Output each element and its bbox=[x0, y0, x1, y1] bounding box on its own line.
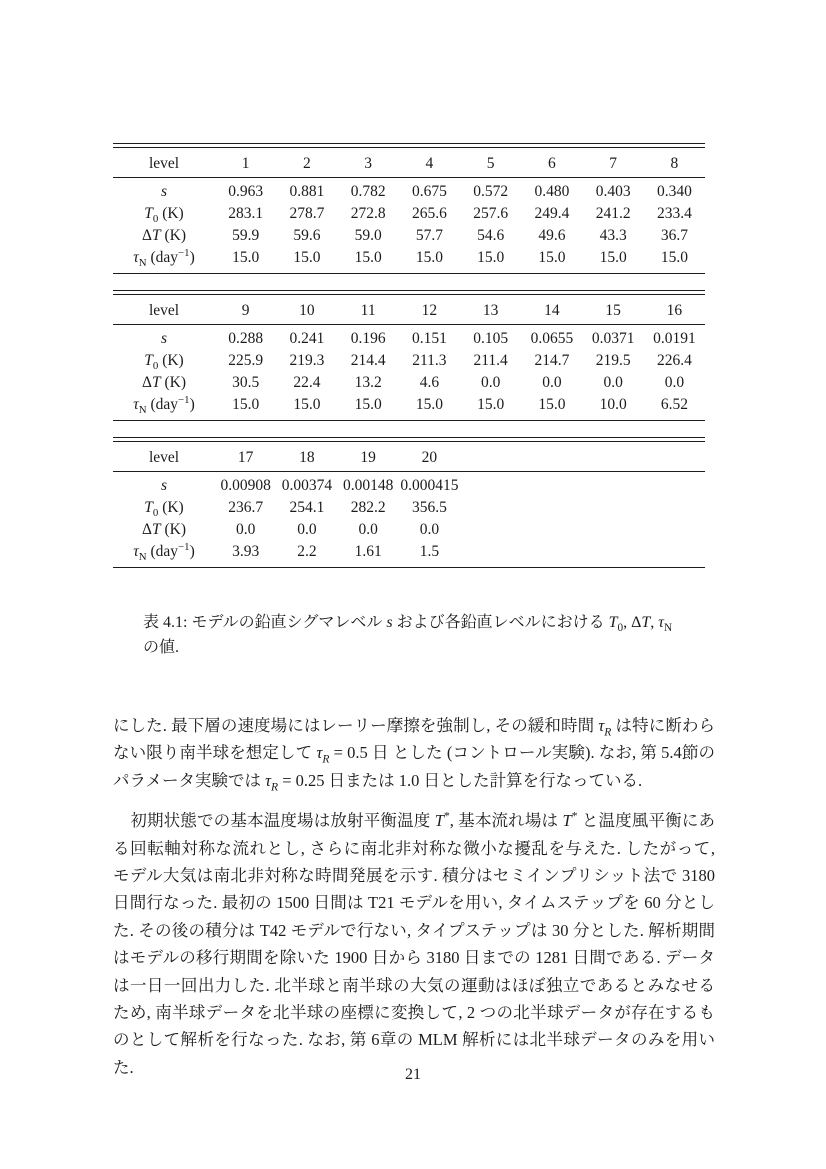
text-segment: 0 bbox=[152, 360, 159, 373]
value-cell: 15.0 bbox=[338, 247, 399, 274]
value-cell bbox=[583, 541, 644, 568]
header-level-cell: 5 bbox=[460, 148, 521, 178]
text-segment: ) bbox=[189, 543, 195, 560]
value-cell: 265.6 bbox=[411, 205, 447, 222]
value-cell: 0.105 bbox=[473, 330, 509, 347]
header-level-cell: 13 bbox=[460, 295, 521, 325]
table-row-s bbox=[113, 472, 705, 498]
value-cell: 0.0 bbox=[542, 374, 562, 391]
row-label-cell bbox=[113, 472, 215, 498]
header-level-cell bbox=[521, 442, 582, 472]
header-level-cell: 12 bbox=[399, 295, 460, 325]
text-segment: τ bbox=[133, 396, 139, 413]
value-cell: 43.3 bbox=[599, 227, 627, 244]
value-cell: 49.6 bbox=[538, 227, 566, 244]
value-cell: 0.241 bbox=[289, 330, 325, 347]
text-segment: Δ bbox=[142, 227, 152, 244]
value-cell: 356.5 bbox=[411, 499, 447, 516]
value-cell: 226.4 bbox=[656, 352, 692, 369]
header-level-cell bbox=[644, 442, 705, 472]
row-label-cell bbox=[113, 178, 215, 204]
text-segment: の値. bbox=[143, 639, 180, 656]
value-cell: 15.0 bbox=[399, 394, 460, 421]
sigma-level-table-9-16 bbox=[113, 295, 705, 421]
value-cell: 59.0 bbox=[354, 227, 382, 244]
paragraph-initial-state bbox=[113, 807, 715, 1081]
value-cell: 15.0 bbox=[215, 394, 276, 421]
text-segment: = 0.25 日または 1.0 日とした計算を行なっている. bbox=[278, 770, 643, 790]
value-cell: 15.0 bbox=[460, 394, 521, 421]
header-level-cell: 9 bbox=[215, 295, 276, 325]
value-cell: 0.151 bbox=[411, 330, 447, 347]
text-segment: τ bbox=[265, 770, 272, 790]
header-level-cell: 6 bbox=[521, 148, 582, 178]
value-cell: 15.0 bbox=[276, 394, 337, 421]
value-cell: 0.0655 bbox=[530, 330, 574, 347]
text-segment: (K) bbox=[160, 521, 186, 538]
value-cell: 15.0 bbox=[399, 247, 460, 274]
text-block bbox=[113, 143, 715, 1081]
text-segment: T bbox=[562, 811, 572, 831]
text-segment: s bbox=[160, 477, 168, 494]
header-level-cell: 15 bbox=[583, 295, 644, 325]
value-cell: 15.0 bbox=[644, 247, 705, 274]
row-label-cell bbox=[113, 541, 215, 568]
value-cell: 15.0 bbox=[521, 247, 582, 274]
value-cell: 211.3 bbox=[412, 352, 447, 369]
value-cell bbox=[460, 541, 521, 568]
value-cell: 0.480 bbox=[534, 183, 570, 200]
table-header-row bbox=[113, 442, 705, 472]
value-cell bbox=[460, 497, 521, 519]
value-cell: 219.3 bbox=[289, 352, 325, 369]
page-number: 21 bbox=[405, 1066, 421, 1083]
table-row-tauN bbox=[113, 541, 705, 568]
text-segment: (day bbox=[146, 249, 179, 266]
text-segment: R bbox=[322, 753, 330, 766]
text-segment: (K) bbox=[160, 227, 186, 244]
value-cell bbox=[460, 472, 521, 498]
table-header-row bbox=[113, 295, 705, 325]
text-segment: * bbox=[571, 810, 578, 823]
value-cell: 30.5 bbox=[232, 374, 260, 391]
text-segment: = 0.5 日 とした (コントロール実験). なお, 第 5.4節のパラメータ実験では bbox=[113, 743, 715, 790]
value-cell: 0.572 bbox=[473, 183, 509, 200]
value-cell bbox=[460, 519, 521, 541]
value-cell bbox=[644, 519, 705, 541]
table-row-deltaT bbox=[113, 225, 705, 247]
text-segment: T bbox=[434, 811, 444, 831]
row-label-cell bbox=[113, 497, 215, 519]
table-row-tauN bbox=[113, 394, 705, 421]
table-block-levels-9-16 bbox=[113, 290, 715, 421]
header-level-cell: 18 bbox=[276, 442, 337, 472]
text-segment: 0 bbox=[152, 507, 159, 520]
value-cell: 282.2 bbox=[350, 499, 386, 516]
text-segment: ) bbox=[189, 249, 195, 266]
value-cell: 0.881 bbox=[289, 183, 325, 200]
value-cell: 0.0 bbox=[235, 521, 256, 538]
value-cell: 15.0 bbox=[521, 394, 582, 421]
value-cell: 0.288 bbox=[228, 330, 264, 347]
text-segment: N bbox=[138, 404, 147, 417]
value-cell: 54.6 bbox=[477, 227, 505, 244]
text-segment: * bbox=[443, 810, 450, 823]
row-label-cell bbox=[113, 225, 215, 247]
table-caption bbox=[143, 610, 687, 660]
row-label-cell bbox=[113, 519, 215, 541]
text-segment: T bbox=[144, 205, 153, 222]
value-cell: 0.0 bbox=[480, 374, 501, 391]
table-row-s bbox=[113, 178, 705, 204]
header-level-cell: 4 bbox=[399, 148, 460, 178]
value-cell: 15.0 bbox=[276, 247, 337, 274]
value-cell bbox=[521, 541, 582, 568]
value-cell: 0.0 bbox=[358, 521, 378, 538]
text-segment: −1 bbox=[178, 540, 190, 553]
text-segment: T bbox=[151, 374, 161, 391]
header-level-cell: 14 bbox=[521, 295, 582, 325]
text-segment: T bbox=[151, 227, 161, 244]
value-cell: 233.4 bbox=[656, 205, 692, 222]
text-segment: および各鉛直レベルにおける bbox=[392, 614, 609, 631]
text-segment: −1 bbox=[178, 246, 190, 259]
header-level-cell bbox=[583, 442, 644, 472]
table-row-deltaT bbox=[113, 372, 705, 394]
text-segment: (K) bbox=[158, 205, 184, 222]
row-label-cell bbox=[113, 394, 215, 421]
text-segment: にした. 最下層の速度場にはレーリー摩擦を強制し, その緩和時間 bbox=[113, 716, 599, 735]
value-cell: 278.7 bbox=[289, 205, 325, 222]
text-segment: τ bbox=[133, 543, 139, 560]
value-cell: 10.0 bbox=[583, 394, 644, 421]
value-cell: 0.0 bbox=[297, 521, 317, 538]
text-segment: N bbox=[138, 257, 147, 270]
text-segment: (day bbox=[146, 543, 179, 560]
text-segment: , bbox=[650, 614, 659, 631]
text-segment: s bbox=[160, 330, 168, 347]
text-segment: (K) bbox=[158, 499, 184, 516]
text-segment: T bbox=[151, 521, 161, 538]
value-cell: 0.0 bbox=[419, 521, 440, 538]
value-cell: 15.0 bbox=[215, 247, 276, 274]
header-level-cell bbox=[460, 442, 521, 472]
header-level-cell: 11 bbox=[338, 295, 399, 325]
text-segment: ) bbox=[189, 396, 195, 413]
value-cell: 57.7 bbox=[415, 227, 443, 244]
header-level-cell: 16 bbox=[644, 295, 705, 325]
value-cell: 211.4 bbox=[473, 352, 508, 369]
value-cell: 13.2 bbox=[354, 374, 382, 391]
value-cell: 0.00148 bbox=[342, 477, 394, 494]
text-segment: は特に断わらない限り南半球を想定して bbox=[113, 716, 716, 763]
text-segment: N bbox=[138, 551, 147, 564]
text-segment: R bbox=[271, 781, 279, 794]
value-cell: 3.93 bbox=[215, 541, 276, 568]
value-cell: 0.340 bbox=[656, 183, 692, 200]
value-cell: 214.4 bbox=[350, 352, 386, 369]
value-cell: 1.5 bbox=[399, 541, 460, 568]
table-row-T0 bbox=[113, 203, 705, 225]
header-label-cell: level bbox=[113, 442, 215, 472]
value-cell: 22.4 bbox=[293, 374, 321, 391]
value-cell: 59.9 bbox=[232, 227, 260, 244]
row-label-cell bbox=[113, 350, 215, 372]
value-cell: 0.0 bbox=[603, 374, 623, 391]
paragraph-rayleigh-friction bbox=[113, 712, 715, 794]
value-cell: 257.6 bbox=[473, 205, 509, 222]
value-cell bbox=[644, 541, 705, 568]
table-block-levels-1-8 bbox=[113, 143, 715, 274]
text-segment: τ bbox=[598, 716, 605, 735]
text-segment: Δ bbox=[142, 521, 152, 538]
text-segment: T bbox=[641, 614, 651, 631]
text-segment: 0 bbox=[152, 213, 159, 226]
value-cell: 225.9 bbox=[228, 352, 264, 369]
header-level-cell: 17 bbox=[215, 442, 276, 472]
text-segment: T bbox=[608, 614, 618, 631]
value-cell: 0.000415 bbox=[400, 477, 459, 494]
text-segment: (K) bbox=[160, 374, 186, 391]
text-segment: Δ bbox=[142, 374, 152, 391]
text-segment: (day bbox=[146, 396, 179, 413]
value-cell: 0.403 bbox=[595, 183, 631, 200]
value-cell: 272.8 bbox=[350, 205, 386, 222]
text-segment: , Δ bbox=[623, 614, 642, 631]
header-level-cell: 1 bbox=[215, 148, 276, 178]
header-label-cell: level bbox=[113, 148, 215, 178]
value-cell: 2.2 bbox=[276, 541, 337, 568]
header-level-cell: 7 bbox=[583, 148, 644, 178]
text-segment: 初期状態での基本温度場は放射平衡温度 bbox=[130, 811, 435, 831]
row-label-cell bbox=[113, 325, 215, 351]
value-cell: 0.0371 bbox=[591, 330, 635, 347]
value-cell: 0.196 bbox=[350, 330, 386, 347]
table-header-row bbox=[113, 148, 705, 178]
text-segment: と温度風平衡にある回転軸対称な流れとし, さらに南北非対称な微小な擾乱を与えた. したがって, モデル大気は南北非対称な時間発展を示す. 積分はセミインプリシット法で 3180 日間行なった. 最初の 1500 日間は T21 モデルを用い, タイムステップを 60 分とした. その後の積分は T42 モデルで行ない, タイプステップは 30 分とした. 解析期間はモデルの移行期間を除いた 1900 日から 3180 日までの 1281 日間である. データは一日一回出力した. 北半球と南半球の大気の運動はほぼ独立であるとみなせるため, 南半球データを北半球の座標に変換して, 2 つの北半球データが存在するものとして解析を行なった. なお, 第 6章の MLM 解析には北半球データのみを用いた. bbox=[113, 811, 716, 1077]
text-segment: s bbox=[160, 183, 168, 200]
value-cell: 236.7 bbox=[228, 499, 264, 516]
value-cell bbox=[521, 519, 582, 541]
value-cell bbox=[521, 472, 582, 498]
header-level-cell: 8 bbox=[644, 148, 705, 178]
table-block-levels-17-20 bbox=[113, 437, 715, 568]
text-segment: −1 bbox=[178, 393, 190, 406]
value-cell bbox=[521, 497, 582, 519]
text-segment: τ bbox=[133, 249, 139, 266]
table-row-deltaT bbox=[113, 519, 705, 541]
value-cell: 214.7 bbox=[534, 352, 570, 369]
text-segment: τ bbox=[658, 614, 665, 631]
value-cell: 0.782 bbox=[350, 183, 386, 200]
header-level-cell: 10 bbox=[276, 295, 337, 325]
header-level-cell: 19 bbox=[338, 442, 399, 472]
value-cell bbox=[644, 472, 705, 498]
row-label-cell bbox=[113, 372, 215, 394]
text-segment: , 基本流れ場は bbox=[449, 811, 563, 831]
value-cell: 36.7 bbox=[660, 227, 688, 244]
header-level-cell: 3 bbox=[338, 148, 399, 178]
text-segment: T bbox=[144, 499, 153, 516]
row-label-cell bbox=[113, 203, 215, 225]
value-cell: 15.0 bbox=[460, 247, 521, 274]
row-label-cell bbox=[113, 247, 215, 274]
text-segment: τ bbox=[316, 743, 323, 763]
value-cell: 1.61 bbox=[338, 541, 399, 568]
table-row-tauN bbox=[113, 247, 705, 274]
value-cell: 254.1 bbox=[289, 499, 325, 516]
value-cell: 219.5 bbox=[595, 352, 631, 369]
value-cell: 241.2 bbox=[595, 205, 631, 222]
text-segment: R bbox=[604, 726, 612, 739]
text-segment: (K) bbox=[158, 352, 184, 369]
value-cell: 6.52 bbox=[644, 394, 705, 421]
sigma-level-table-17-20 bbox=[113, 442, 705, 568]
value-cell: 15.0 bbox=[583, 247, 644, 274]
value-cell: 0.00908 bbox=[220, 477, 271, 494]
value-cell: 0.0191 bbox=[653, 330, 696, 347]
value-cell: 0.00374 bbox=[281, 477, 333, 494]
text-segment: 0 bbox=[617, 622, 624, 635]
value-cell: 15.0 bbox=[338, 394, 399, 421]
text-segment: N bbox=[664, 622, 673, 635]
header-label-cell: level bbox=[113, 295, 215, 325]
value-cell bbox=[583, 472, 644, 498]
sigma-level-table-1-8 bbox=[113, 148, 705, 274]
table-row-s bbox=[113, 325, 705, 351]
value-cell bbox=[583, 497, 644, 519]
header-level-cell: 2 bbox=[276, 148, 337, 178]
value-cell: 0.0 bbox=[664, 374, 685, 391]
header-level-cell: 20 bbox=[399, 442, 460, 472]
table-row-T0 bbox=[113, 497, 705, 519]
text-segment: s bbox=[386, 614, 393, 631]
value-cell: 4.6 bbox=[419, 374, 440, 391]
value-cell: 283.1 bbox=[228, 205, 264, 222]
value-cell bbox=[644, 497, 705, 519]
text-segment: T bbox=[144, 352, 153, 369]
text-segment: 表 4.1: モデルの鉛直シグマレベル bbox=[143, 614, 387, 631]
value-cell bbox=[583, 519, 644, 541]
value-cell: 59.6 bbox=[293, 227, 321, 244]
table-row-T0 bbox=[113, 350, 705, 372]
value-cell: 0.675 bbox=[411, 183, 447, 200]
value-cell: 249.4 bbox=[534, 205, 570, 222]
value-cell: 0.963 bbox=[228, 183, 264, 200]
